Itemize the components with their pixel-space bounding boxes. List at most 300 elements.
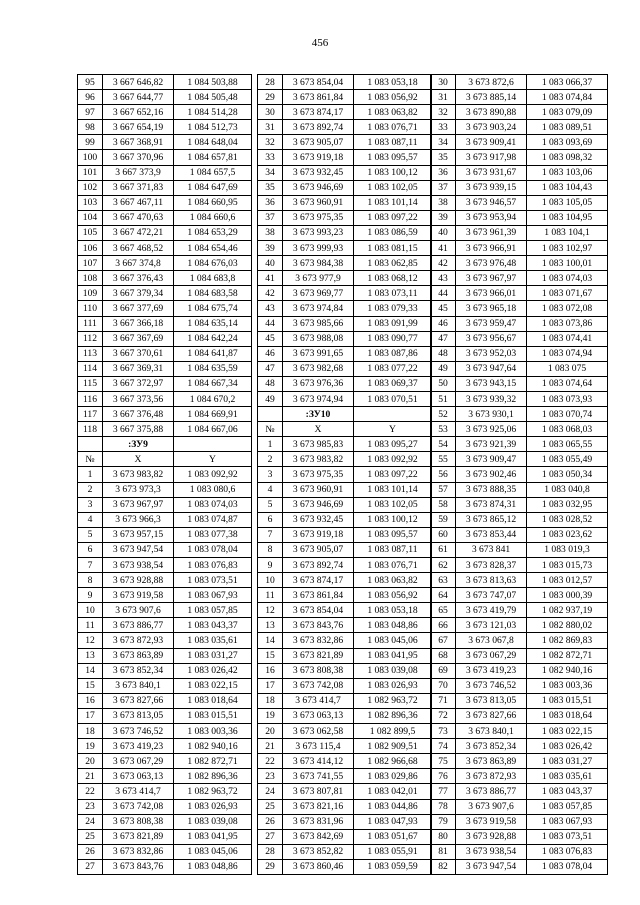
coordinates-table <box>257 74 432 875</box>
x-coordinate: 3 673 967,97 <box>456 271 527 286</box>
table-row <box>431 361 608 376</box>
point-number: 69 <box>431 663 456 678</box>
y-coordinate: 1 083 074,84 <box>527 90 608 105</box>
x-coordinate: 3 673 947,54 <box>103 542 174 557</box>
point-number: 42 <box>431 256 456 271</box>
table-row <box>78 829 252 844</box>
y-coordinate: 1 083 048,86 <box>354 618 432 633</box>
x-coordinate: 3 673 414,12 <box>283 754 354 769</box>
point-number: 16 <box>78 693 103 708</box>
point-number: 43 <box>431 271 456 286</box>
x-coordinate: 3 673 946,69 <box>283 180 354 195</box>
table-row <box>431 844 608 859</box>
x-coordinate: 3 673 872,93 <box>456 769 527 784</box>
y-coordinate: 1 083 039,08 <box>174 814 252 829</box>
table-row <box>431 663 608 678</box>
point-number: 9 <box>78 588 103 603</box>
x-coordinate: 3 673 832,86 <box>103 844 174 859</box>
table-row <box>78 588 252 603</box>
y-coordinate: 1 083 095,27 <box>354 437 432 452</box>
y-coordinate: 1 083 022,15 <box>174 678 252 693</box>
x-coordinate: 3 673 932,45 <box>283 512 354 527</box>
table-row <box>78 346 252 361</box>
table-row <box>78 135 252 150</box>
point-number: 34 <box>431 135 456 150</box>
x-coordinate: 3 673 928,88 <box>103 573 174 588</box>
table-row <box>78 814 252 829</box>
y-coordinate: 1 084 641,87 <box>174 346 252 361</box>
x-coordinate: 3 673 999,93 <box>283 241 354 256</box>
y-coordinate: 1 083 071,67 <box>527 286 608 301</box>
table-row <box>431 105 608 120</box>
y-coordinate: 1 083 087,86 <box>354 346 432 361</box>
empty-cell <box>354 407 432 422</box>
table-row <box>78 376 252 391</box>
point-number: 13 <box>78 648 103 663</box>
x-coordinate: 3 673 741,55 <box>283 769 354 784</box>
point-number: 17 <box>258 678 283 693</box>
x-coordinate: 3 673 983,82 <box>103 467 174 482</box>
x-coordinate: 3 673 982,68 <box>283 361 354 376</box>
table-row <box>258 361 432 376</box>
point-number: 36 <box>258 195 283 210</box>
point-number: 110 <box>78 301 103 316</box>
point-number: 1 <box>258 437 283 452</box>
y-coordinate: 1 083 073,93 <box>527 391 608 406</box>
table-row <box>258 648 432 663</box>
table-row <box>258 633 432 648</box>
x-coordinate: 3 667 370,96 <box>103 150 174 165</box>
x-coordinate: 3 673 828,37 <box>456 558 527 573</box>
x-coordinate: 3 673 742,08 <box>283 678 354 693</box>
y-coordinate: 1 083 066,37 <box>527 75 608 90</box>
table-row <box>78 120 252 135</box>
x-coordinate: 3 667 376,48 <box>103 407 174 422</box>
coordinates-table <box>430 74 608 875</box>
x-coordinate: 3 673 831,96 <box>283 814 354 829</box>
table-row <box>258 603 432 618</box>
y-coordinate: 1 083 074,64 <box>527 376 608 391</box>
table-row <box>78 256 252 271</box>
y-coordinate: 1 083 079,09 <box>527 105 608 120</box>
point-number: 112 <box>78 331 103 346</box>
table-row <box>431 346 608 361</box>
x-coordinate: 3 673 861,84 <box>283 90 354 105</box>
y-coordinate: 1 083 098,32 <box>527 150 608 165</box>
x-coordinate: 3 673 843,76 <box>103 859 174 874</box>
y-coordinate: 1 082 966,68 <box>354 754 432 769</box>
y-coordinate: 1 083 092,92 <box>354 452 432 467</box>
table-row <box>431 724 608 739</box>
table-row <box>431 286 608 301</box>
table-row <box>78 633 252 648</box>
point-number: 107 <box>78 256 103 271</box>
point-number: 108 <box>78 271 103 286</box>
point-number: 102 <box>78 180 103 195</box>
y-coordinate: 1 083 056,92 <box>354 588 432 603</box>
table-row <box>258 391 432 406</box>
table-row <box>258 165 432 180</box>
point-number: 2 <box>258 452 283 467</box>
table-row <box>258 497 432 512</box>
table-row <box>431 391 608 406</box>
table-row <box>258 588 432 603</box>
x-coordinate: 3 673 976,36 <box>283 376 354 391</box>
y-header: Y <box>354 422 432 437</box>
y-coordinate: 1 084 648,04 <box>174 135 252 150</box>
x-coordinate: 3 673 966,91 <box>456 241 527 256</box>
y-coordinate: 1 084 657,81 <box>174 150 252 165</box>
table-row <box>78 165 252 180</box>
table-row <box>431 210 608 225</box>
header-row <box>258 422 432 437</box>
y-coordinate: 1 083 031,27 <box>174 648 252 663</box>
x-coordinate: 3 673 808,38 <box>103 814 174 829</box>
y-coordinate: 1 083 102,05 <box>354 497 432 512</box>
y-coordinate: 1 084 683,58 <box>174 286 252 301</box>
point-number: 25 <box>78 829 103 844</box>
table-row <box>258 859 432 874</box>
table-row <box>78 286 252 301</box>
table-row <box>258 618 432 633</box>
y-coordinate: 1 083 044,86 <box>354 799 432 814</box>
y-coordinate: 1 083 074,94 <box>527 346 608 361</box>
x-coordinate: 3 673 961,39 <box>456 225 527 240</box>
point-number: 115 <box>78 376 103 391</box>
point-number: 17 <box>78 708 103 723</box>
x-coordinate: 3 673 842,69 <box>283 829 354 844</box>
x-coordinate: 3 673 921,39 <box>456 437 527 452</box>
y-coordinate: 1 084 512,73 <box>174 120 252 135</box>
y-coordinate: 1 084 654,46 <box>174 241 252 256</box>
point-number: 77 <box>431 784 456 799</box>
point-number: 29 <box>258 90 283 105</box>
point-number: 32 <box>258 135 283 150</box>
table-row <box>258 301 432 316</box>
x-coordinate: 3 673 886,77 <box>456 784 527 799</box>
table-row <box>431 693 608 708</box>
y-coordinate: 1 083 074,41 <box>527 331 608 346</box>
x-coordinate: 3 673 965,18 <box>456 301 527 316</box>
y-coordinate: 1 084 667,34 <box>174 376 252 391</box>
y-coordinate: 1 082 899,5 <box>354 724 432 739</box>
table-row <box>78 769 252 784</box>
x-coordinate: 3 667 379,34 <box>103 286 174 301</box>
point-number: 35 <box>258 180 283 195</box>
x-coordinate: 3 667 654,19 <box>103 120 174 135</box>
x-coordinate: 3 667 652,16 <box>103 105 174 120</box>
page-number: 456 <box>311 37 329 49</box>
y-coordinate: 1 082 896,36 <box>354 708 432 723</box>
x-coordinate: 3 667 377,69 <box>103 301 174 316</box>
point-number: 71 <box>431 693 456 708</box>
table-row <box>431 150 608 165</box>
point-number: 106 <box>78 241 103 256</box>
coordinates-column-1 <box>77 74 252 875</box>
table-row <box>258 256 432 271</box>
y-coordinate: 1 083 022,15 <box>527 724 608 739</box>
point-number: 22 <box>78 784 103 799</box>
y-coordinate: 1 082 880,02 <box>527 618 608 633</box>
y-coordinate: 1 084 653,29 <box>174 225 252 240</box>
y-coordinate: 1 082 963,72 <box>354 693 432 708</box>
table-row <box>78 859 252 874</box>
point-number: 28 <box>258 844 283 859</box>
y-coordinate: 1 083 105,05 <box>527 195 608 210</box>
x-coordinate: 3 673 938,54 <box>103 558 174 573</box>
y-coordinate: 1 083 041,95 <box>354 648 432 663</box>
y-coordinate: 1 083 045,06 <box>174 844 252 859</box>
y-coordinate: 1 083 074,03 <box>174 497 252 512</box>
y-coordinate: 1 083 055,49 <box>527 452 608 467</box>
point-number: 53 <box>431 422 456 437</box>
point-number: 25 <box>258 799 283 814</box>
table-row <box>258 241 432 256</box>
table-row <box>431 769 608 784</box>
x-coordinate: 3 673 960,91 <box>283 195 354 210</box>
section-title: :ЗУ10 <box>283 407 354 422</box>
y-coordinate: 1 083 069,37 <box>354 376 432 391</box>
table-row <box>258 210 432 225</box>
table-row <box>431 497 608 512</box>
table-row <box>78 316 252 331</box>
table-row <box>258 527 432 542</box>
y-coordinate: 1 084 503,88 <box>174 75 252 90</box>
table-row <box>431 316 608 331</box>
y-coordinate: 1 083 104,95 <box>527 210 608 225</box>
y-coordinate: 1 084 514,28 <box>174 105 252 120</box>
y-header: Y <box>174 452 252 467</box>
table-row <box>258 376 432 391</box>
point-number: 118 <box>78 422 103 437</box>
x-coordinate: 3 673 946,57 <box>456 195 527 210</box>
y-coordinate: 1 083 095,57 <box>354 527 432 542</box>
y-coordinate: 1 084 635,14 <box>174 316 252 331</box>
x-coordinate: 3 673 919,18 <box>283 150 354 165</box>
y-coordinate: 1 083 097,22 <box>354 210 432 225</box>
table-row <box>431 331 608 346</box>
y-coordinate: 1 083 074,87 <box>174 512 252 527</box>
x-coordinate: 3 673 747,07 <box>456 588 527 603</box>
table-row <box>258 150 432 165</box>
point-number: 30 <box>258 105 283 120</box>
point-number: 114 <box>78 361 103 376</box>
x-coordinate: 3 673 863,89 <box>456 754 527 769</box>
table-row <box>258 120 432 135</box>
x-coordinate: 3 673 742,08 <box>103 799 174 814</box>
y-coordinate: 1 084 683,8 <box>174 271 252 286</box>
y-coordinate: 1 083 102,05 <box>354 180 432 195</box>
x-coordinate: 3 673 886,77 <box>103 618 174 633</box>
table-row <box>431 452 608 467</box>
point-number: 12 <box>78 633 103 648</box>
x-coordinate: 3 673 067,8 <box>456 633 527 648</box>
y-coordinate: 1 083 051,67 <box>354 829 432 844</box>
y-coordinate: 1 083 072,08 <box>527 301 608 316</box>
y-coordinate: 1 084 505,48 <box>174 90 252 105</box>
table-row <box>431 527 608 542</box>
point-number: 27 <box>258 829 283 844</box>
point-number: 6 <box>78 542 103 557</box>
x-coordinate: 3 673 813,05 <box>103 708 174 723</box>
point-number: 56 <box>431 467 456 482</box>
table-row <box>431 754 608 769</box>
x-coordinate: 3 673 905,07 <box>283 135 354 150</box>
x-coordinate: 3 673 892,74 <box>283 558 354 573</box>
point-number: 39 <box>431 210 456 225</box>
y-coordinate: 1 083 003,36 <box>527 678 608 693</box>
y-coordinate: 1 083 055,91 <box>354 844 432 859</box>
point-number: 18 <box>78 724 103 739</box>
y-coordinate: 1 082 896,36 <box>174 769 252 784</box>
point-number: 47 <box>431 331 456 346</box>
table-row <box>258 573 432 588</box>
point-number: 8 <box>78 573 103 588</box>
point-number: 46 <box>258 346 283 361</box>
point-number: 36 <box>431 165 456 180</box>
point-number: 20 <box>258 724 283 739</box>
x-coordinate: 3 673 872,6 <box>456 75 527 90</box>
point-number: 23 <box>78 799 103 814</box>
empty-cell <box>258 407 283 422</box>
x-coordinate: 3 673 952,03 <box>456 346 527 361</box>
x-coordinate: 3 673 975,35 <box>283 467 354 482</box>
y-coordinate: 1 084 670,2 <box>174 391 252 406</box>
y-coordinate: 1 083 023,62 <box>527 527 608 542</box>
point-number: 35 <box>431 150 456 165</box>
y-coordinate: 1 083 078,04 <box>174 542 252 557</box>
table-row <box>258 286 432 301</box>
y-coordinate: 1 082 963,72 <box>174 784 252 799</box>
y-coordinate: 1 083 012,57 <box>527 573 608 588</box>
point-number: 58 <box>431 497 456 512</box>
y-coordinate: 1 083 059,59 <box>354 859 432 874</box>
point-number: 50 <box>431 376 456 391</box>
x-coordinate: 3 673 874,31 <box>456 497 527 512</box>
table-row <box>431 542 608 557</box>
y-coordinate: 1 083 093,69 <box>527 135 608 150</box>
x-coordinate: 3 673 947,54 <box>456 859 527 874</box>
point-number: 82 <box>431 859 456 874</box>
x-coordinate: 3 673 067,29 <box>456 648 527 663</box>
x-coordinate: 3 673 840,1 <box>456 724 527 739</box>
x-coordinate: 3 673 930,1 <box>456 407 527 422</box>
point-number: 113 <box>78 346 103 361</box>
point-number: 37 <box>431 180 456 195</box>
x-coordinate: 3 673 746,52 <box>456 678 527 693</box>
point-number: 52 <box>431 407 456 422</box>
y-coordinate: 1 083 095,57 <box>354 150 432 165</box>
x-coordinate: 3 673 062,58 <box>283 724 354 739</box>
table-row <box>431 422 608 437</box>
x-coordinate: 3 673 957,15 <box>103 527 174 542</box>
point-number: 41 <box>431 241 456 256</box>
table-row <box>431 558 608 573</box>
y-coordinate: 1 083 073,51 <box>174 573 252 588</box>
y-coordinate: 1 082 869,83 <box>527 633 608 648</box>
table-row <box>431 467 608 482</box>
table-row <box>258 829 432 844</box>
table-row <box>431 859 608 874</box>
x-coordinate: 3 673 840,1 <box>103 678 174 693</box>
table-row <box>258 724 432 739</box>
point-number: 81 <box>431 844 456 859</box>
point-number: 5 <box>258 497 283 512</box>
table-row <box>258 75 432 90</box>
x-coordinate: 3 673 063,13 <box>103 769 174 784</box>
point-number: 21 <box>258 739 283 754</box>
y-coordinate: 1 083 057,85 <box>174 603 252 618</box>
x-coordinate: 3 673 939,15 <box>456 180 527 195</box>
x-coordinate: 3 673 907,6 <box>103 603 174 618</box>
x-coordinate: 3 673 953,94 <box>456 210 527 225</box>
table-row <box>78 708 252 723</box>
coordinates-column-2 <box>257 74 432 875</box>
point-number: 59 <box>431 512 456 527</box>
x-coordinate: 3 673 947,64 <box>456 361 527 376</box>
y-coordinate: 1 083 089,51 <box>527 120 608 135</box>
x-coordinate: 3 673 832,86 <box>283 633 354 648</box>
x-coordinate: 3 673 821,89 <box>283 648 354 663</box>
point-number: 111 <box>78 316 103 331</box>
y-coordinate: 1 083 081,15 <box>354 241 432 256</box>
table-row <box>431 648 608 663</box>
point-number: 18 <box>258 693 283 708</box>
x-header: X <box>103 452 174 467</box>
y-coordinate: 1 083 056,92 <box>354 90 432 105</box>
point-number: 38 <box>431 195 456 210</box>
y-coordinate: 1 084 676,03 <box>174 256 252 271</box>
x-coordinate: 3 673 909,41 <box>456 135 527 150</box>
point-number: 37 <box>258 210 283 225</box>
table-row <box>78 678 252 693</box>
y-coordinate: 1 084 660,6 <box>174 210 252 225</box>
y-coordinate: 1 083 057,85 <box>527 799 608 814</box>
x-coordinate: 3 673 939,32 <box>456 391 527 406</box>
x-coordinate: 3 667 472,21 <box>103 225 174 240</box>
point-number: 11 <box>258 588 283 603</box>
table-row <box>78 195 252 210</box>
table-row <box>258 814 432 829</box>
x-coordinate: 3 667 372,97 <box>103 376 174 391</box>
x-coordinate: 3 673 974,94 <box>283 391 354 406</box>
x-coordinate: 3 673 841 <box>456 542 527 557</box>
table-row <box>78 693 252 708</box>
point-number: 33 <box>258 150 283 165</box>
point-number: 10 <box>258 573 283 588</box>
point-number: 29 <box>258 859 283 874</box>
table-row <box>431 512 608 527</box>
y-coordinate: 1 083 074,03 <box>527 271 608 286</box>
table-row <box>431 165 608 180</box>
table-row <box>431 618 608 633</box>
table-row <box>431 376 608 391</box>
table-row <box>258 331 432 346</box>
point-number: 12 <box>258 603 283 618</box>
table-row <box>78 799 252 814</box>
point-number: 68 <box>431 648 456 663</box>
point-number: 48 <box>431 346 456 361</box>
table-row <box>431 241 608 256</box>
table-row <box>78 407 252 422</box>
x-coordinate: 3 667 470,63 <box>103 210 174 225</box>
table-row <box>78 391 252 406</box>
x-coordinate: 3 673 063,13 <box>283 708 354 723</box>
x-coordinate: 3 673 861,84 <box>283 588 354 603</box>
point-number: 98 <box>78 120 103 135</box>
y-coordinate: 1 083 035,61 <box>527 769 608 784</box>
point-number: 48 <box>258 376 283 391</box>
